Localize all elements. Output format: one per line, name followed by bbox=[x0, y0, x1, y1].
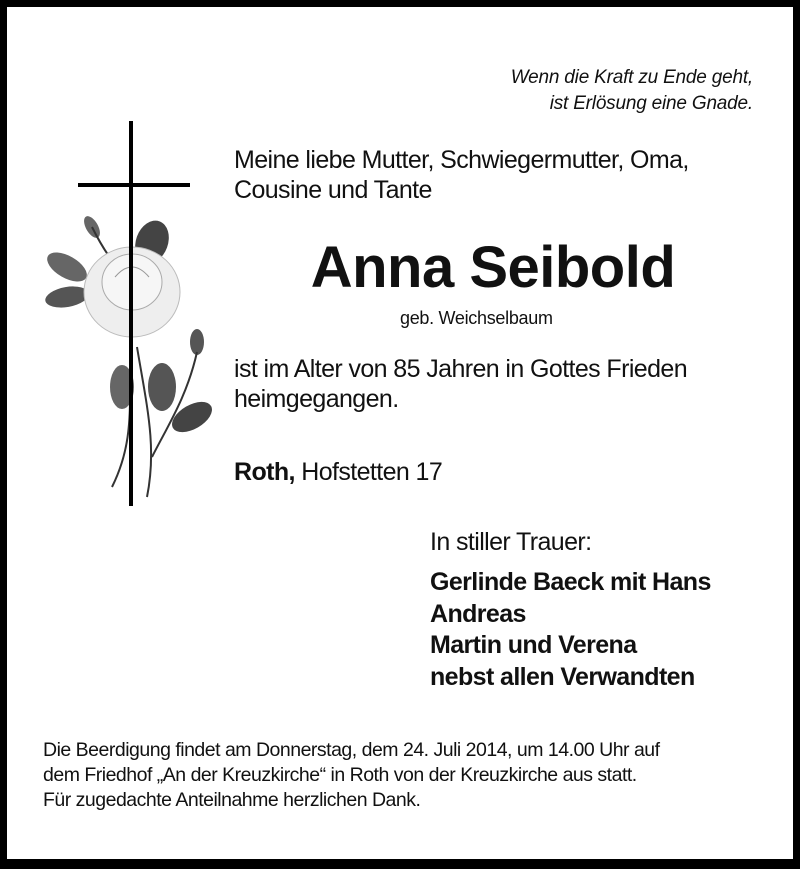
epigraph-quote bbox=[511, 65, 753, 117]
mourner: nebst allen Verwandten bbox=[430, 662, 695, 691]
funeral-info-line: Für zugedachte Anteilnahme herzlichen Dank. bbox=[43, 789, 421, 811]
mourning-heading: In stiller Trauer: bbox=[430, 528, 592, 556]
mourner: Andreas bbox=[430, 599, 526, 628]
mourners-list bbox=[430, 567, 711, 693]
location-town: Roth, bbox=[234, 458, 295, 486]
intro-line: Cousine und Tante bbox=[234, 176, 432, 204]
mourner: Martin und Verena bbox=[430, 631, 637, 659]
quote-line: ist Erlösung eine Gnade. bbox=[549, 93, 753, 114]
obituary-notice bbox=[7, 7, 793, 859]
funeral-info bbox=[43, 738, 660, 813]
death-notice bbox=[234, 354, 687, 414]
funeral-info-line: dem Friedhof „An der Kreuzkirche“ in Roth von der Kreuzkirche aus statt. bbox=[43, 764, 637, 786]
location-address: Hofstetten 17 bbox=[301, 458, 443, 486]
quote-line: Wenn die Kraft zu Ende geht, bbox=[510, 67, 753, 88]
intro-line: Meine liebe Mutter, Schwiegermutter, Oma, bbox=[234, 146, 689, 174]
location bbox=[234, 457, 442, 487]
cross-with-rose-icon bbox=[37, 117, 227, 512]
mourner: Gerlinde Baeck mit Hans bbox=[430, 568, 711, 596]
birth-name: geb. Weichselbaum bbox=[400, 308, 553, 328]
notice-line: heimgegangen. bbox=[234, 385, 399, 413]
funeral-info-line: Die Beerdigung findet am Donnerstag, dem 24. Juli 2014, um 14.00 Uhr auf bbox=[43, 739, 660, 761]
notice-line: ist im Alter von 85 Jahren in Gottes Frieden bbox=[234, 355, 687, 383]
relationship-intro bbox=[234, 145, 689, 205]
deceased-name: Anna Seibold bbox=[310, 235, 676, 300]
